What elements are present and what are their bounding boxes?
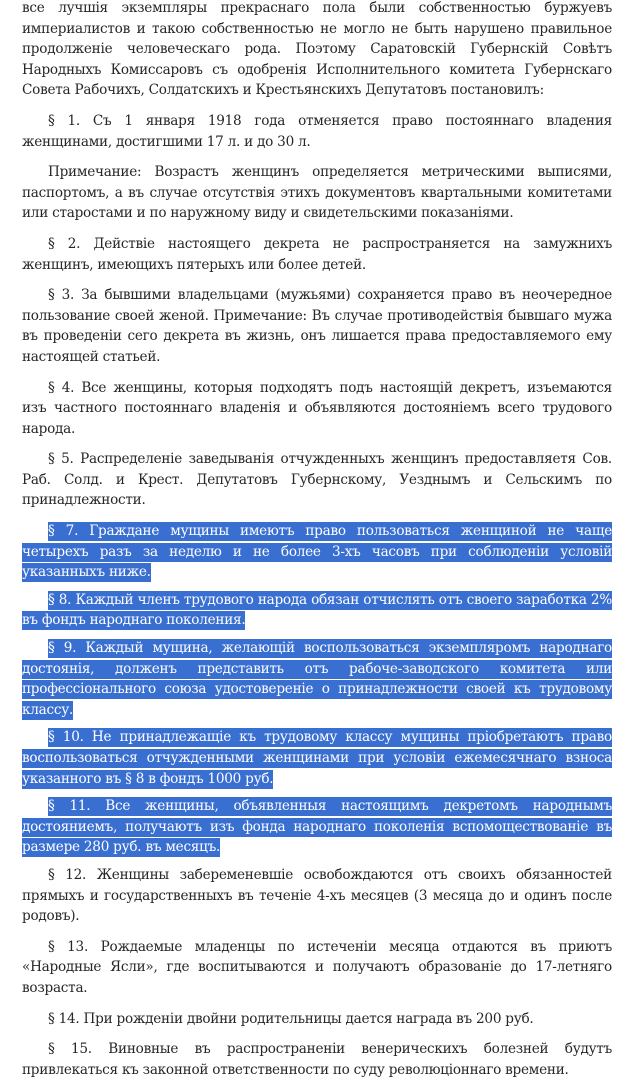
paragraph-section-4[interactable] xyxy=(22,378,612,440)
paragraph-text: § 2. Действіе настоящего декрета не распространяется на замужнихъ женщинъ, имеющихъ пятерыхъ или более детей. xyxy=(22,235,612,273)
paragraph-text: все лучшія экземпляры прекраснаго пола были собственностью буржуевъ империалистов и такою собственностью не могло не быть нарушено правильное продолженіе человеческаго рода. Поэтому Саратовскій Губернскій Совѣтъ Народныхъ Комиссаровъ съ одобренія Исполнительного комитета Губернскаго Совета Рабочихъ, Солдатскихъ и Крестьянскихъ Депутатовъ постановилъ: xyxy=(22,0,612,99)
selected-text[interactable]: § 7. Граждане мущины имеютъ право пользоваться женщиной не чаще четырехъ разъ за неделю и не более 3-хъ часовъ при соблюденіи условій указанныхъ ниже. xyxy=(22,523,612,581)
selected-text[interactable]: § 10. Не принадлежащіе къ трудовому классу мущины пріобретаютъ право воспользоваться отчужденными женщинами при условіи ежемесячнаго взноса указанного въ § 8 в фондъ 1000 руб. xyxy=(22,729,612,787)
selected-text[interactable]: § 8. Каждый членъ трудового народа обязан отчислять отъ своего заработка 2% въ фондъ народнаго поколения. xyxy=(22,591,612,629)
paragraph-section-14[interactable] xyxy=(22,1009,612,1030)
paragraph-intro[interactable] xyxy=(22,0,612,101)
paragraph-section-9-selected[interactable] xyxy=(22,638,612,720)
paragraph-text: § 4. Все женщины, которыя подходятъ подъ настоящій декретъ, изъемаются изъ частного постояннаго владенія и объявляются достояніемъ всего трудового народа. xyxy=(22,379,612,437)
paragraph-text: § 5. Распределеніе заведыванія отчужденныхъ женщинъ предоставляетя Сов. Раб. Солд. и Крест. Депутатовъ Губернскому, Уезднымъ и Сельскимъ по принадлежности. xyxy=(22,451,612,509)
paragraph-section-3[interactable] xyxy=(22,285,612,367)
paragraph-text: § 15. Виновные въ распространеніи венерическихъ болезней будутъ привлекаться къ законной ответственности по суду революціоннаго времени. xyxy=(22,1041,612,1078)
paragraph-section-5[interactable] xyxy=(22,449,612,511)
paragraph-text: § 3. За бывшими владельцами (мужьями) сохраняется право въ неочередное пользование своей женой. Примечание: Въ случае противодействія бывшаго мужа въ проведеніи сего декрета въ жизнь, онъ лишается права предоставляемого ему настоящей статьей. xyxy=(22,287,612,365)
paragraph-text: § 12. Женщины забеременевшіе освобождаются отъ своихъ обязанностей прямыхъ и государственныхъ въ теченіе 4-хъ месяцев (3 месяца до и одинъ после родовъ). xyxy=(22,866,612,925)
paragraph-section-11-selected[interactable] xyxy=(22,796,612,858)
paragraph-section-12[interactable] xyxy=(22,865,612,927)
paragraph-section-10-selected[interactable] xyxy=(22,727,612,789)
paragraph-section-1[interactable] xyxy=(22,111,612,152)
paragraph-section-2[interactable] xyxy=(22,234,612,275)
paragraph-text: § 14. При рожденіи двойни родительницы дается награда въ 200 руб. xyxy=(48,1010,534,1027)
paragraph-text: Примечание: Возрастъ женщинъ определяется метрическими выписями, паспортомъ, а въ случае отсутствія этихъ документовъ квартальными комитетами или старостами и по наружному виду и свидетельскими показаніями. xyxy=(22,164,612,222)
paragraph-section-7-selected[interactable] xyxy=(22,521,612,583)
selected-text[interactable]: § 9. Каждый мущина, желающій воспользоваться экземпляромъ народнаго достоянія, долженъ представить отъ рабоче-заводского комитета или профессіонального союза удостовереніе о принадлежности своей къ трудовому классу. xyxy=(22,640,612,718)
paragraph-section-15[interactable] xyxy=(22,1039,612,1080)
selected-text[interactable]: § 11. Все женщины, объявленныя настоящимъ декретомъ народнымъ достояниемъ, получаютъ изъ фонда народнаго поколенія вспомоществованіе въ размере 280 руб. въ месяцъ. xyxy=(22,798,612,856)
document-body xyxy=(22,0,612,1090)
paragraph-section-1-note[interactable] xyxy=(22,162,612,224)
paragraph-text: § 13. Рождаемые младенцы по истеченіи месяца отдаются въ приютъ «Народные Ясли», где воспитываются и получаютъ образованіе до 17-летняго возраста. xyxy=(22,938,612,996)
paragraph-section-8-selected[interactable] xyxy=(22,590,612,631)
paragraph-text: § 1. Съ 1 января 1918 года отменяется право постояннаго владения женщинами, достигшими 17 л. и до 30 л. xyxy=(22,112,612,150)
paragraph-section-13[interactable] xyxy=(22,937,612,999)
